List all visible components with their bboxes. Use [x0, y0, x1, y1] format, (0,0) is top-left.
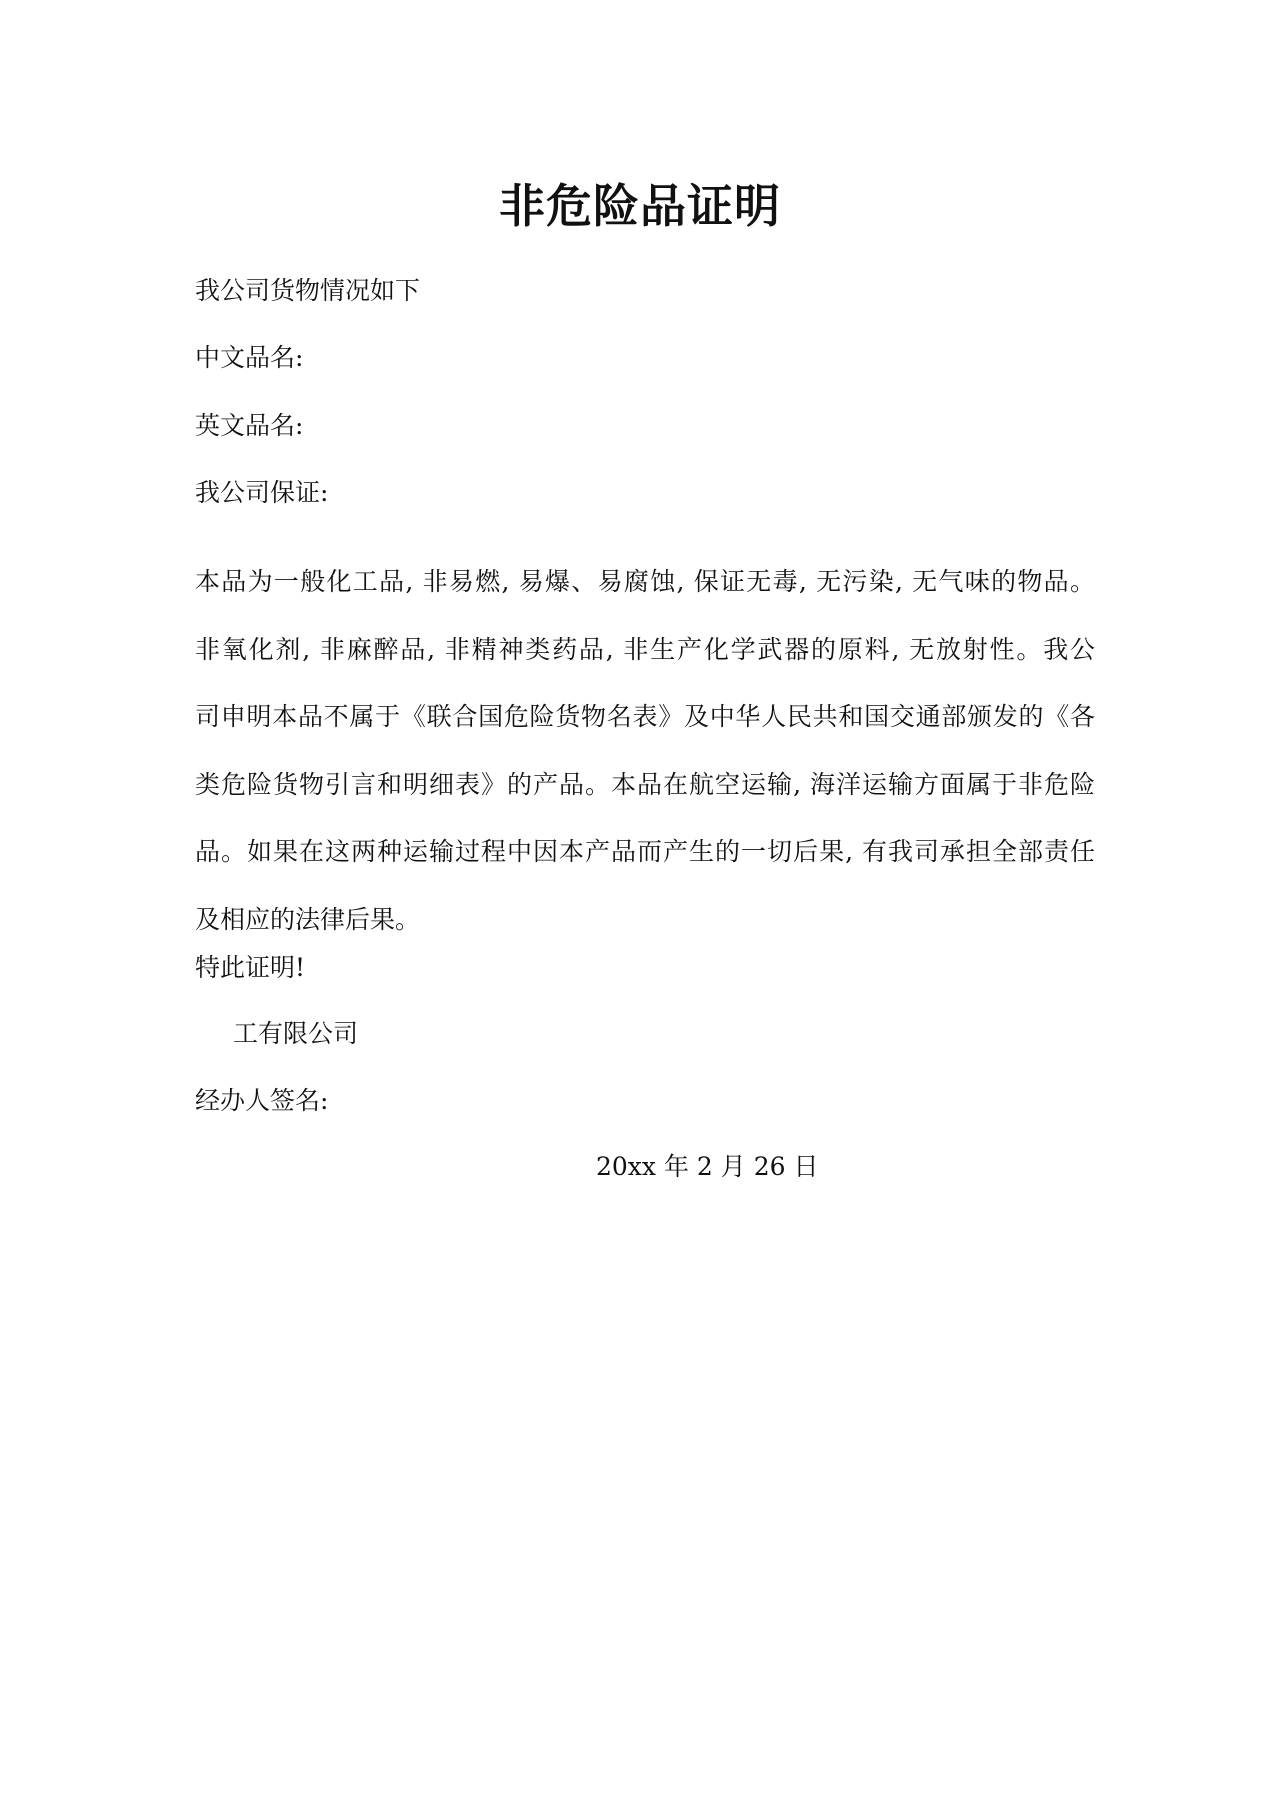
closing-text: 特此证明! [195, 953, 306, 982]
cn-name-label: 中文品名: [195, 343, 304, 372]
guarantee-paragraph [195, 548, 1095, 954]
company-name: 工有限公司 [233, 1019, 359, 1048]
paragraph-line: 类危险货物引言和明细表》的产品。本品在航空运输, 海洋运输方面属于非危险 [195, 769, 1095, 799]
en-name-label: 英文品名: [195, 411, 304, 440]
paragraph-line: 司申明本品不属于《联合国危险货物名表》及中华人民共和国交通部颁发的《各 [195, 702, 1095, 732]
paragraph-line: 本品为一般化工品, 非易燃, 易爆、易腐蚀, 保证无毒, 无污染, 无气味的物品。 [195, 567, 1095, 596]
intro-text: 我公司货物情况如下 [195, 276, 421, 305]
paragraph-line: 品。如果在这两种运输过程中因本产品而产生的一切后果, 有我司承担全部责任 [195, 837, 1095, 867]
guarantee-label: 我公司保证: [195, 478, 329, 507]
document-date: 20xx 年 2 月 26 日 [596, 1152, 819, 1181]
signer-label: 经办人签名: [195, 1086, 329, 1115]
paragraph-line: 及相应的法律后果。 [195, 904, 421, 934]
paragraph-line: 非氧化剂, 非麻醉品, 非精神类药品, 非生产化学武器的原料, 无放射性。我公 [195, 634, 1095, 664]
document-title: 非危险品证明 [499, 179, 781, 233]
